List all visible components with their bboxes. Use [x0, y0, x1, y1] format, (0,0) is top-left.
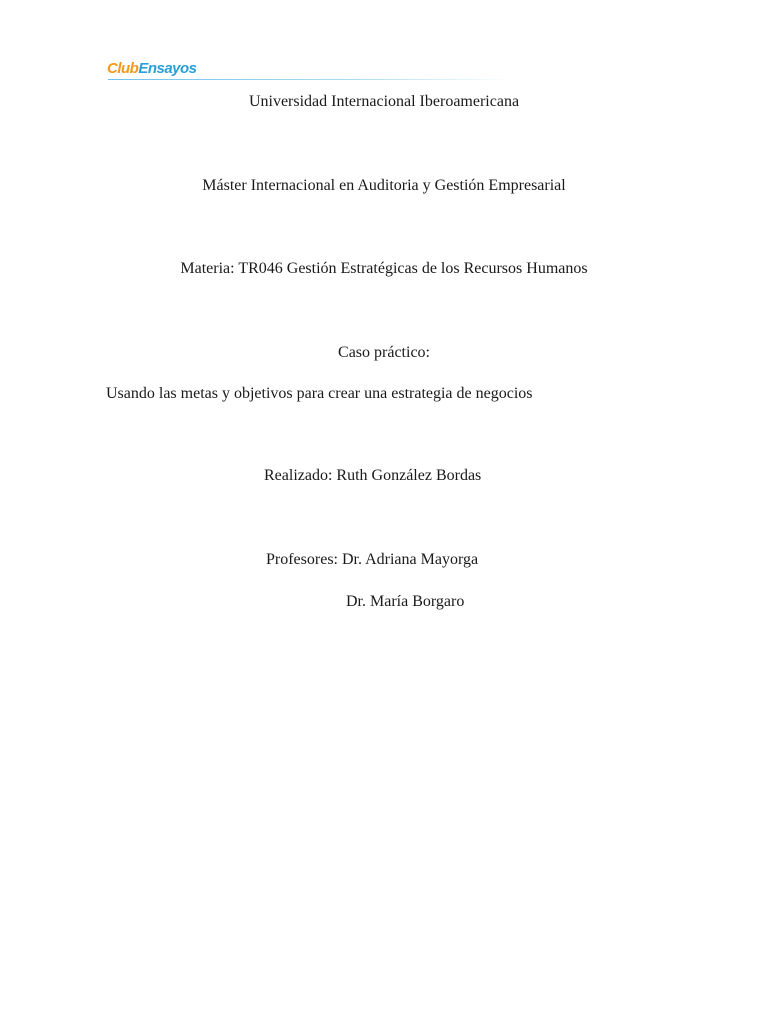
program-name: Máster Internacional en Auditoria y Gestión Empresarial	[202, 177, 566, 194]
professors-line-1: Profesores: Dr. Adriana Mayorga	[266, 551, 479, 568]
author-line: Realizado: Ruth González Bordas	[264, 467, 482, 484]
clubensayos-logo[interactable]	[107, 60, 197, 78]
university-name: Universidad Internacional Iberoamericana	[248, 93, 520, 110]
logo-text-ensayos: Ensayos	[138, 60, 197, 77]
header-divider	[108, 79, 513, 80]
subject-line: Materia: TR046 Gestión Estratégicas de los Recursos Humanos	[180, 260, 588, 277]
case-label: Caso práctico:	[338, 344, 430, 361]
professors-line-2: Dr. María Borgaro	[346, 593, 465, 610]
logo-text-club: Club	[107, 60, 139, 77]
case-title: Usando las metas y objetivos para crear una estrategia de negocios	[106, 385, 533, 402]
